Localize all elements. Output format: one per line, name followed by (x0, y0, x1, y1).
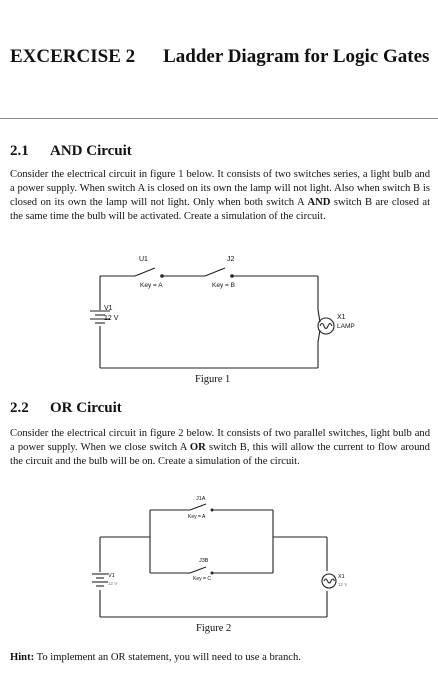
fig1-source-value: 12 V (104, 315, 119, 322)
section-title: OR Circuit (50, 400, 122, 416)
or-text-2: switch B, this will allow the current to flow around the circuit and the bulb will be on. Create a simulation of the circuit. (10, 442, 430, 467)
fig2-source-ref: V1 (108, 573, 115, 579)
or-text-1: Consider the electrical circuit in figure 2 below. It consists of two parallel switches, light bulb and a power supply. When we close switch A (10, 428, 430, 453)
and-text-1: Consider the electrical circuit in figure 1 below. It consists of two switches series, a light bulb and a power supply. When switch A is closed on its own the lamp will not light. Also when switch B is closed on its own the lamp will not light. Only when both switch A (10, 169, 430, 208)
fig2-switch1-ref: J1A (196, 496, 206, 502)
section-title: AND Circuit (50, 143, 132, 159)
fig2-lamp-ref: X1 (338, 574, 345, 580)
figure-2-caption: Figure 2 (196, 623, 232, 634)
fig2-switch2-ref: J3B (199, 558, 209, 564)
fig2-switch1-key: Key = A (188, 514, 206, 520)
fig1-lamp-type: LAMP (337, 323, 355, 330)
exercise-number: EXCERCISE 2 (10, 46, 136, 67)
fig1-lamp-ref: X1 (337, 314, 346, 321)
section-number: 2.2 (10, 400, 29, 416)
fig1-source-ref: V1 (104, 305, 113, 312)
fig2-source-value: 12 V (108, 581, 118, 586)
section-number: 2.1 (10, 143, 29, 159)
and-text-2: switch B are closed at the same time the bulb will be activated. Create a simulation of the circuit. (10, 197, 431, 222)
and-text-bold: AND (307, 197, 331, 208)
section-heading-and (10, 143, 132, 160)
and-description (10, 168, 430, 224)
exercise-heading: Ladder Diagram for Logic Gates (163, 46, 430, 67)
hint-note (10, 652, 301, 663)
fig2-switch2-key: Key = C (193, 576, 211, 582)
section-divider (0, 118, 438, 119)
fig1-switch1-key: Key = A (140, 282, 163, 289)
section-heading-or (10, 400, 122, 417)
hint-label: Hint: (10, 652, 35, 663)
or-description (10, 427, 430, 469)
fig1-switch1-ref: U1 (139, 256, 148, 263)
fig2-lamp-value: 12 V (338, 582, 348, 587)
figure-1-caption: Figure 1 (195, 374, 231, 385)
fig1-switch2-ref: J2 (227, 256, 235, 263)
fig1-switch2-key: Key = B (212, 282, 235, 289)
hint-text: To implement an OR statement, you will need to use a branch. (34, 652, 301, 663)
exercise-title (10, 44, 430, 69)
or-text-bold: OR (189, 442, 206, 453)
